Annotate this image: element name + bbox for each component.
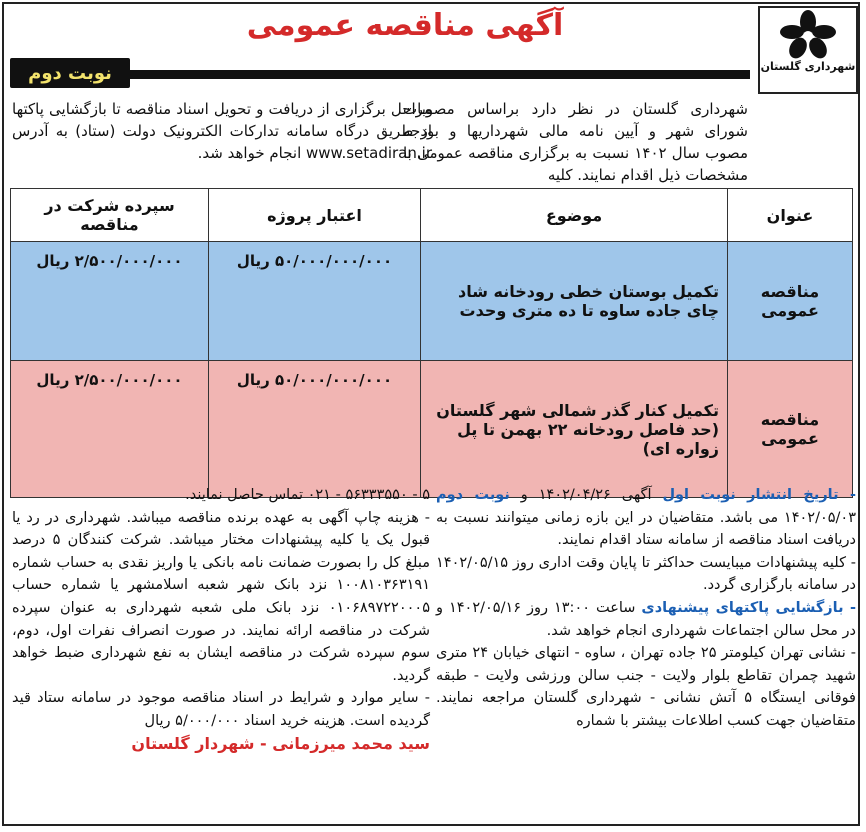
first-round-label: - تاریخ انتشار نوبت اول — [662, 487, 856, 503]
row-deposit: ۲/۵۰۰/۰۰۰/۰۰۰ ریال — [11, 242, 209, 361]
conditions: - هزینه چاپ آگهی به عهده برنده مناقصه میباشد. شهرداری در رد یا قبول یک یا کلیه پیشنهادات مختار میباشد. شرکت کنندگان ۵ درصد مبلغ کل را بصورت ضمانت نامه بانکی یا واریز نقدی به حساب شماره ۱۰۰۸۱۰۳۶۳۱۹۱ نزد بانک شهر شعبه اسلامشهر یا شماره حساب ۰۱۰۶۸۹۷۲۲۰۰۰۵ نزد بانک ملی شعبه شهرداری به عنوان سپرده شرکت در مناقصه ارائه نمایند. در صورت انصراف نفرات اول، دوم، سوم سپرده شرکت در مناقصه ایشان به نفع شهرداری ضبط خواهد گردید. — [12, 509, 430, 684]
contact-phone: ۵ - ۵۶۳۳۳۵۵۰ - ۰۲۱ تماس حاصل نمایند. — [185, 487, 430, 503]
table-header-row — [11, 189, 853, 242]
row-subject: تکمیل کنار گذر شمالی شهر گلستان (حد فاصل رودخانه ۲۲ بهمن تا پل زواره ای) — [421, 361, 728, 498]
flower-logo-icon — [760, 8, 856, 66]
table-row — [11, 242, 853, 361]
notice-title: آگهی مناقصه عمومی — [246, 8, 564, 43]
tender-table — [10, 188, 853, 498]
address: - نشانی تهران کیلومتر ۲۵ جاده تهران ، ساوه - انتهای خیابان ۲۴ متری شهید چمران تقاطع بلوار ولایت - جنب سالن ورزشی ولایت - طبقه فوقانی ایستگاه ۵ آتش نشانی - شهرداری گلستان مراجعه نمایند. متقاضیان جهت کسب اطلاعات بیشتر با شماره — [436, 645, 856, 729]
publication-dates — [436, 484, 856, 552]
table-row — [11, 361, 853, 498]
intro-left: مراحل برگزاری از دریافت و تحویل اسناد مناقصه تا بازگشایی پاکتها از طریق درگاه سامانه تدارکات الکترونیک دولت (ستاد) به آدرس www.setadiran.ir انجام خواهد شد. — [12, 100, 432, 162]
row-deposit: ۲/۵۰۰/۰۰۰/۰۰۰ ریال — [11, 361, 209, 498]
row-subject: تکمیل بوستان خطی رودخانه شاد چای جاده ساوه تا ده متری وحدت — [421, 242, 728, 361]
submission-deadline: - کلیه پیشنهادات میبایست حداکثر تا پایان وقت اداری روز ۱۴۰۲/۰۵/۱۵ در سامانه بارگزاری گردد. — [436, 554, 856, 594]
round-badge: نوبت دوم — [10, 58, 130, 88]
publication-text-b: ۱۴۰۲/۰۵/۰۳ می باشد. متقاضیان در این بازه زمانی میتوانند نسبت به دریافت اسناد مناقصه از سامانه ستاد اقدام نمایند. — [436, 509, 856, 549]
opening-label: - بازگشایی پاکتهای پیشنهادی — [641, 599, 856, 616]
col-title-header: عنوان — [728, 189, 853, 242]
signature: سید محمد میرزمانی - شهردار گلستان — [131, 733, 430, 753]
intro-right: شهرداری گلستان در نظر دارد براساس مصوبات شورای شهر و آیین نامه مالی شهرداریها و بودجه مصوب سال ۱۴۰۲ نسبت به برگزاری مناقصه عمومی با مشخصات ذیل اقدام نمایند. کلیه — [403, 100, 748, 184]
row-budget: ۵۰/۰۰۰/۰۰۰/۰۰۰ ریال — [209, 361, 421, 498]
municipality-logo — [758, 6, 858, 94]
col-deposit-header: سپرده شرکت در مناقصه — [11, 189, 209, 242]
logo-label: شهرداری گلستان — [760, 60, 856, 73]
col-budget-header: اعتبار پروژه — [209, 189, 421, 242]
other-terms: - سایر موارد و شرایط در اسناد مناقصه موجود در سامانه ستاد قید گردیده است. هزینه خرید اسناد ۵/۰۰۰/۰۰۰ ریال — [12, 690, 430, 729]
row-title: مناقصه عمومی — [728, 361, 853, 498]
row-title: مناقصه عمومی — [728, 242, 853, 361]
row-budget: ۵۰/۰۰۰/۰۰۰/۰۰۰ ریال — [209, 242, 421, 361]
opening-text: ساعت ۱۳:۰۰ روز ۱۴۰۲/۰۵/۱۶ و در محل سالن اجتماعات شهرداری انجام خواهد شد. — [436, 599, 856, 639]
left-column — [12, 484, 430, 755]
header-divider — [120, 70, 750, 79]
opening-info — [436, 597, 856, 642]
second-round-label: نوبت دوم — [436, 487, 510, 503]
right-column — [436, 484, 856, 733]
publication-text-a: آگهی ۱۴۰۲/۰۴/۲۶ و — [509, 487, 663, 503]
col-subject-header: موضوع — [421, 189, 728, 242]
